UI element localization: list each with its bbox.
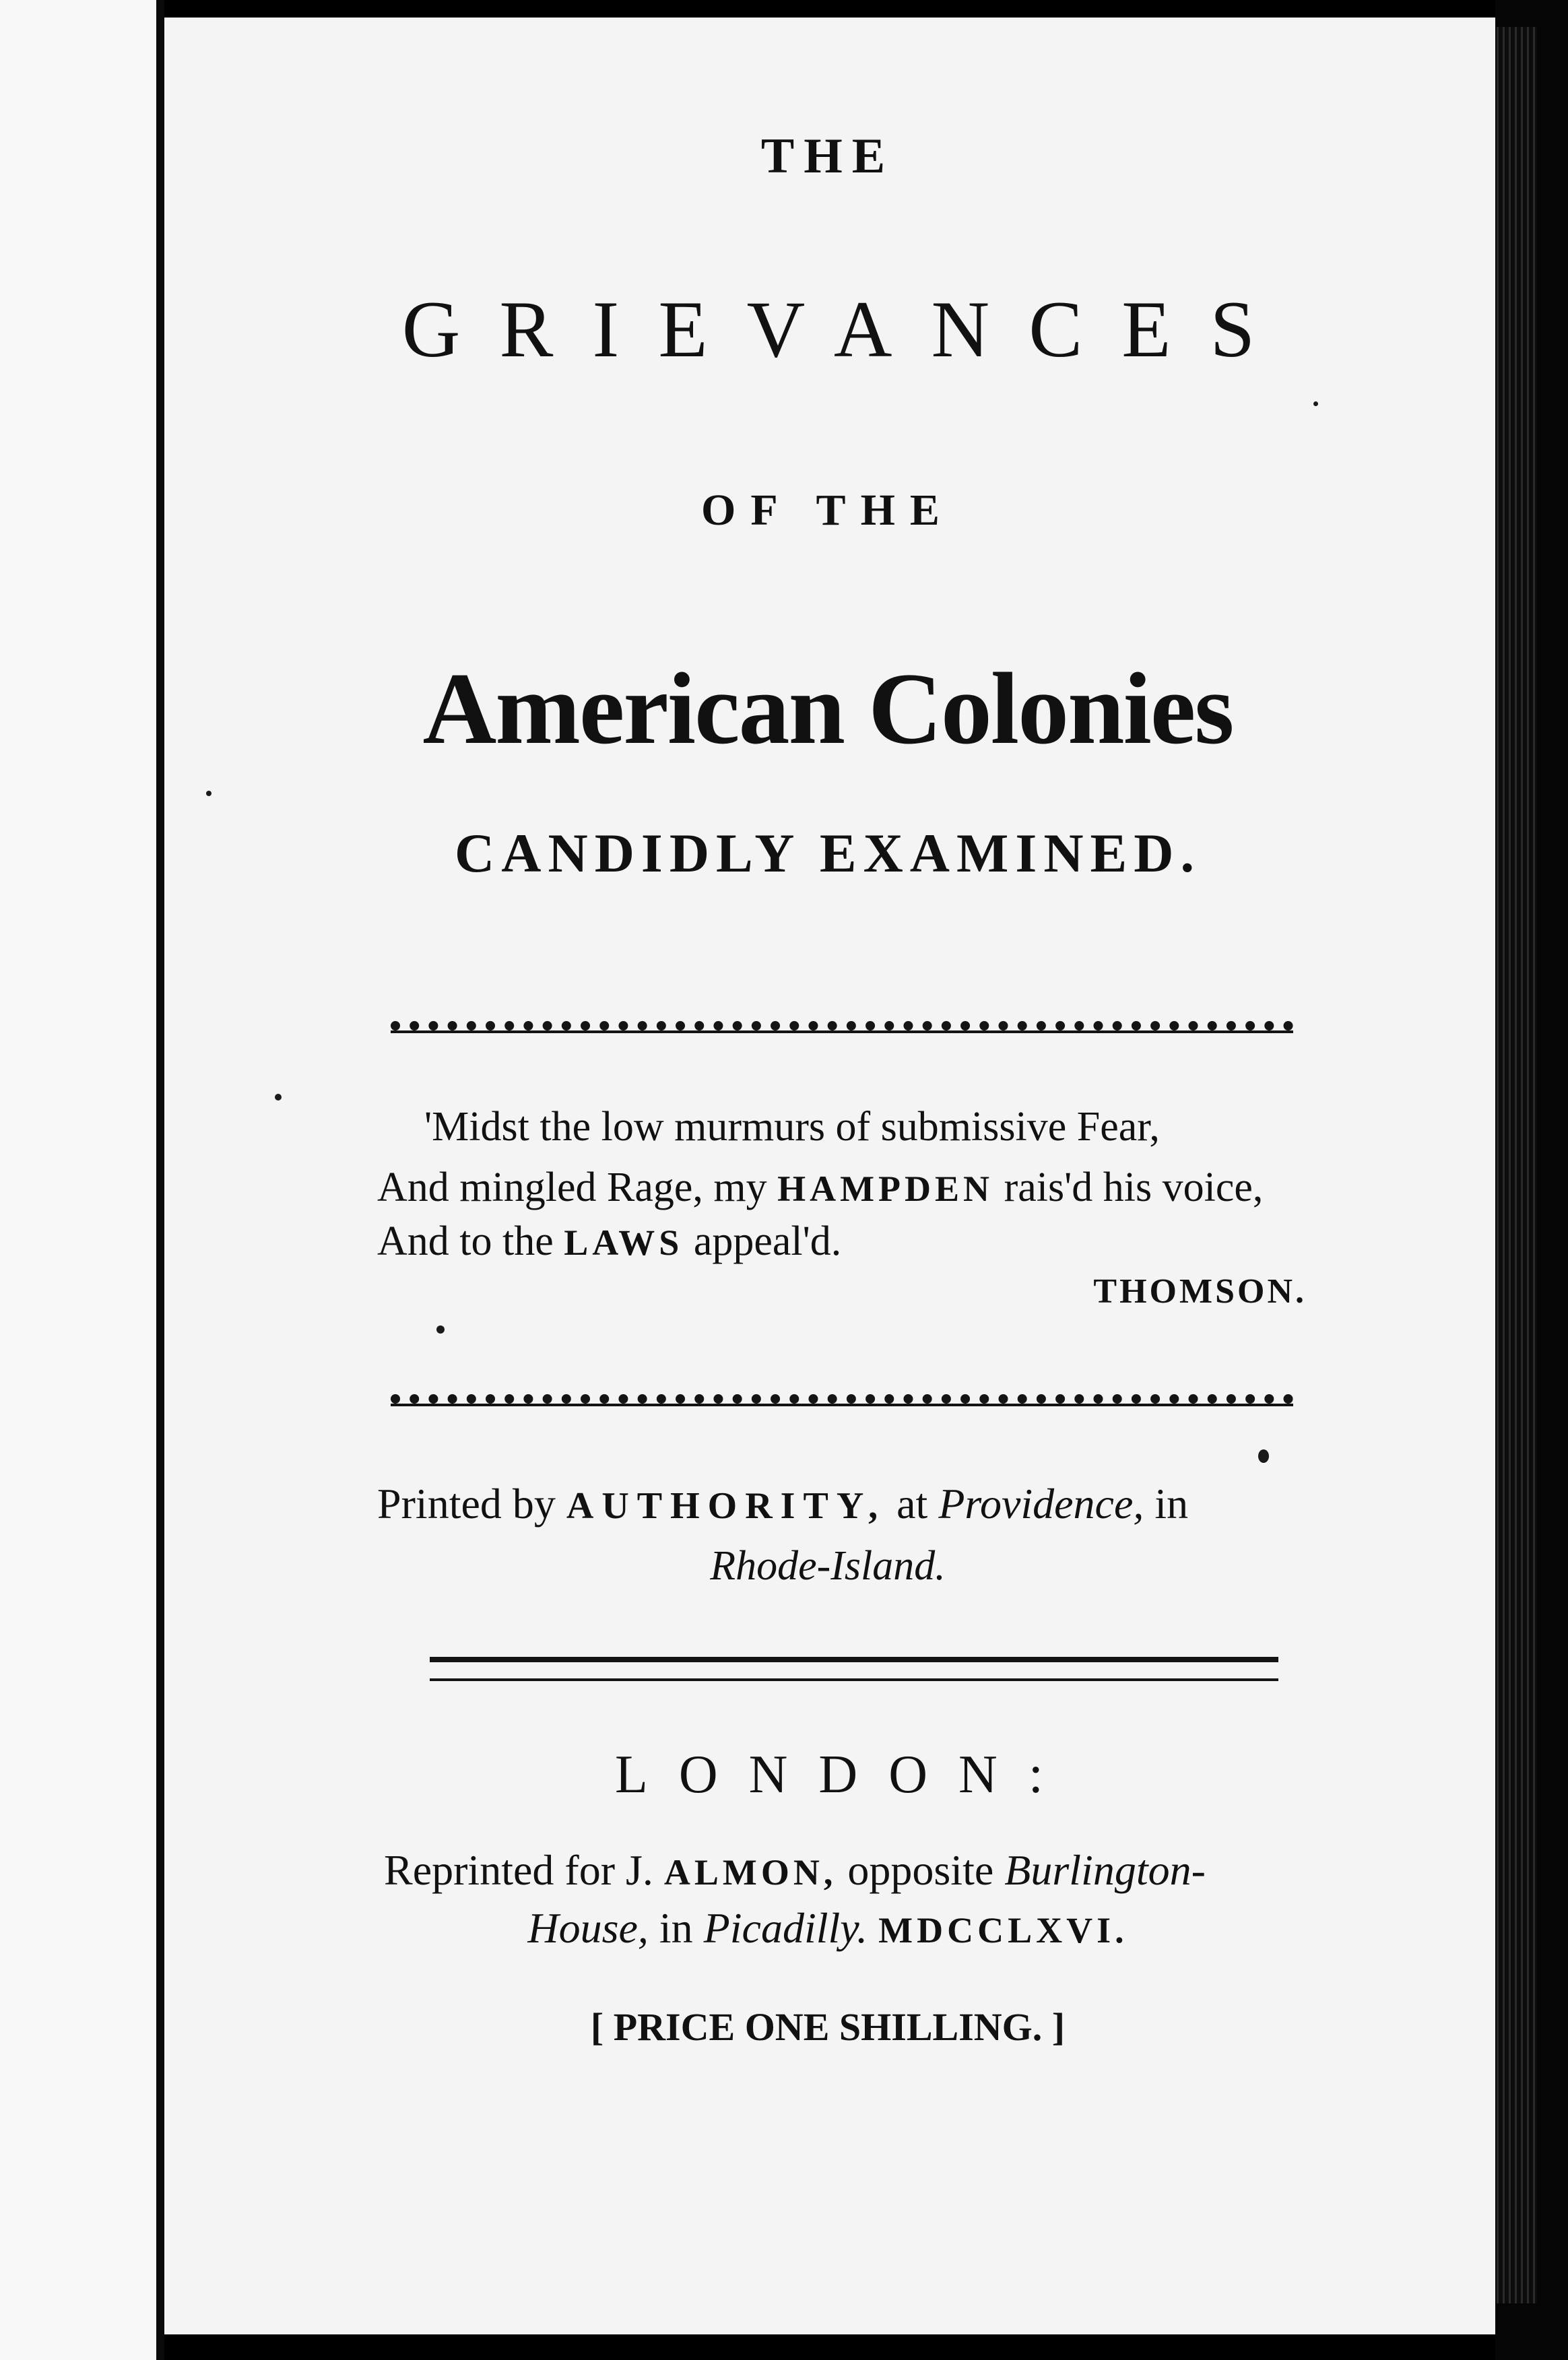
title-of-the: OF THE [701, 486, 954, 535]
price-line: [ PRICE ONE SHILLING. ] [590, 2005, 1066, 2049]
epigraph-line-3 [377, 1218, 1320, 1266]
ink-speck [436, 1325, 445, 1334]
epigraph-name-hampden: HAMPDEN [777, 1169, 994, 1209]
double-rule-thin [430, 1678, 1278, 1681]
epigraph-attribution: THOMSON. [1093, 1272, 1307, 1311]
epigraph-line-2-end: rais'd his voice, [1004, 1165, 1264, 1210]
imprint-authority: AUTHORITY, [566, 1485, 886, 1527]
epigraph-line-1 [424, 1103, 1367, 1151]
title-candidly-examined: CANDIDLY EXAMINED. [455, 822, 1201, 884]
reprint-line-2 [0, 1903, 1568, 1953]
reprint-house: House, [527, 1904, 649, 1952]
title-the: THE [760, 129, 895, 184]
ink-speck [1258, 1449, 1269, 1463]
epigraph-line-2-start: And mingled Rage, my [377, 1165, 767, 1210]
epigraph-line-3-start: And to the [377, 1218, 554, 1264]
imprint-at: at [896, 1480, 928, 1528]
reprint-almon: ALMON, [663, 1852, 837, 1893]
epigraph-line-3-end: appeal'd. [693, 1218, 842, 1264]
ornamental-rule-top [391, 1021, 1293, 1033]
title-grievances: GRIEVANCES [401, 284, 1295, 374]
double-rule-thick [430, 1657, 1278, 1662]
reprint-line-1 [384, 1845, 1327, 1895]
reprint-reprinted-for: Reprinted for J. [384, 1846, 653, 1894]
imprint-in: in [1154, 1480, 1189, 1528]
reprint-picadilly: Picadilly. [703, 1904, 868, 1952]
ink-speck [275, 1094, 282, 1101]
reprint-burlington: Burlington- [1004, 1846, 1206, 1894]
imprint-line-1 [377, 1479, 1320, 1529]
reprint-year: MDCCLXVI. [878, 1910, 1128, 1951]
reprint-in: in [659, 1904, 693, 1952]
imprint-providence: Providence, [938, 1480, 1144, 1528]
place-london: LONDON: [615, 1745, 1074, 1804]
ink-speck [1313, 401, 1318, 406]
imprint-rhode-island: Rhode-Island. [710, 1543, 946, 1589]
epigraph-line-1-text: 'Midst the low murmurs of submissive Fear, [424, 1104, 1160, 1150]
imprint-printed-by: Printed by [377, 1480, 556, 1528]
reprint-opposite: opposite [847, 1846, 994, 1894]
ornamental-rule-bottom [391, 1394, 1293, 1406]
epigraph-word-laws: LAWS [564, 1222, 684, 1263]
epigraph-line-2 [377, 1164, 1320, 1212]
ink-speck [206, 791, 211, 796]
title-american-colonies: American Colonies [422, 652, 1233, 765]
